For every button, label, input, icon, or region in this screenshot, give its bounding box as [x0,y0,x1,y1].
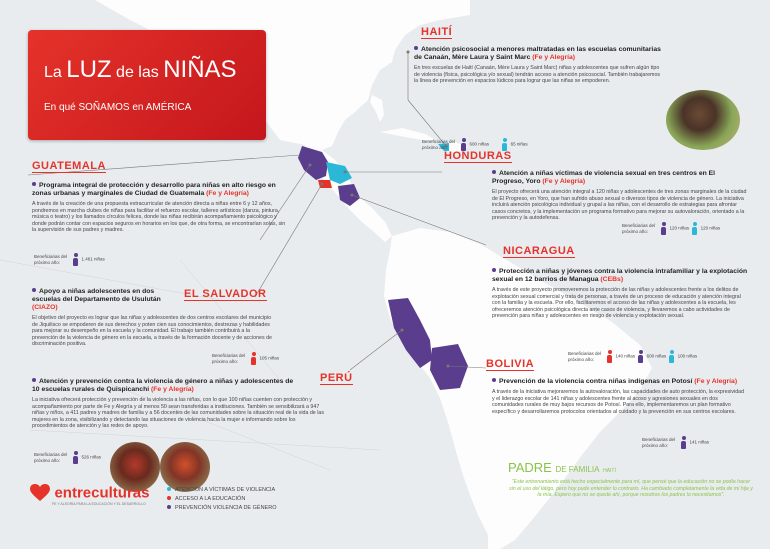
nicaragua-body: A través de este proyecto promoveremos la protección de las niñas y adolescentes frente a los delitos de explotación sexual comercial y trata de personas, a través de un proceso de educación y atención integral con la familia y la escuela. Por ello, facilitaremos el acceso de las niñas y adolescentes a la escuela, les ofreceremos atención psicológica directa ante casos de violencia, y llevaremos a cabo actividades de prevención para niñas y adolescentes en riesgo de violencia y explotación sexual. [492,287,741,320]
hero-banner [28,30,266,140]
nicaragua-project: Protección a niñas y jóvenes contra la violencia intrafamiliar y la explotación sexual en 12 barrios de Managua (CEBs) A través de este proyecto promoveremos la protección de las niñas y adolescentes frente a los delitos de explotación sexual comercial y trata de personas, a través de un proceso de educación y atención integral con la familia y la escuela. Por ello, facilitaremos el acceso de las niñas y adolescentes a la escuela, les ofreceremos atención psicológica directa ante casos de violencia, y llevaremos a cabo actividades de prevención para niñas y adolescentes en riesgo de violencia y explotación sexual. [492,268,748,320]
padre-quote: “Este entrenamiento está hecho especialmente para mí, que pensé que la educación no se podía hacer sin el uso del látigo, pero hoy pude entender lo contrario. Ha cambiado completamente la vida de mi hija y la mía. Espero que no se quede ahí, porque nosotros los padres lo necesitamos”. [509,479,753,499]
bullet-icon [32,182,36,186]
country-title-guatemala: GUATEMALA [32,160,106,172]
hero-subtitle: En qué SOÑAMOS en AMÉRICA [44,102,192,113]
guatemala-body: A través de la creación de una propuesta extracurricular de atención directa a niñas entre 6 y 12 años, pondremos en marcha clubes de niñas para facilitar el refuerzo escolar, talleres artísticos (danza, pintura, música o teatro) y los llamados círculos felices, donde las niñas recibirán acompañamiento psicológico y donde podrán contar con espacios seguros en horarios en los que, de otra forma, se encontrarían solas, sin la supervisión de sus padres y madres. [32,201,286,234]
honduras-beneficiaries: Beneficiarias del próximo año: 120 niñas 120 niñas [622,223,721,234]
legend [167,486,276,513]
girl-figure-icon [661,222,666,235]
elsalvador-body: El objetivo del proyecto es lograr que las niñas y adolescentes de dos centros escolares del municipio de Jiquilisco se empoderen de sus derechos y poten cien sus conocimientos, destrezas y habilidades para mejorar su desempeño en la escuela y la comunidad. El trabajo también contribuirá a la prevención de la violencia de género en la escuela, a través de la formación docente y de acciones de discriminación positiva. [32,315,272,348]
entreculturas-logo [30,484,150,506]
guatemala-beneficiaries: Beneficiarias del próximo año: 1.461 niñas [34,254,105,265]
country-title-honduras: HONDURAS [444,150,512,162]
legend-item-2: ACCESO A LA EDUCACIÓN [167,495,276,504]
country-title-elsalvador: EL SALVADOR [184,288,267,300]
elsalvador-beneficiaries: Beneficiarias del próximo año: 105 niñas [212,353,280,364]
haiti-photo [666,90,740,150]
haiti-project: Atención psicosocial a menores maltratadas en las escuelas comunitarias de Canaán, Mère Laura y Saint Marc (Fe y Alegría) En tres escuelas de Haití (Canaán, Mère Laura y Saint Marc) niñas y adolescentes que sufren algún tipo de violencia (física, psicológica y/o sexual) tendrán acceso a atención psicosocial. También trabajaremos la línea de prevención en espacios lúdicos para lograr que las niñas se empoderen. [414,46,664,85]
bullet-icon [414,46,418,50]
girl-figure-icon [73,451,78,464]
legend-item-1: ATENCIÓN A VÍCTIMAS DE VIOLENCIA [167,486,276,495]
haiti-beneficiaries: Beneficiarias del próximo año: 600 niñas 65 niñas [422,139,528,150]
bullet-icon [492,268,496,272]
nicaragua-beneficiaries: Beneficiarias del próximo año: 140 niñas 600 niñas 100 niñas [568,351,698,362]
peru-photo-2 [160,442,210,492]
girl-figure-icon [681,436,686,449]
peru-beneficiaries: Beneficiarias del próximo año: 526 niñas [34,452,102,463]
brand-tagline: FE Y ALEGRÍA PARA LA EDUCACIÓN Y EL DESARROLLO [52,502,146,507]
bullet-icon [492,170,496,174]
country-title-nicaragua: NICARAGUA [503,245,575,257]
country-title-haiti: HAITÍ [421,26,453,38]
bolivia-project: Prevención de la violencia contra niñas indígenas en Potosí (Fe y Alegría) A través de la iniciativa mejoraremos la autovaloración, las capacidades de auto protección, la expresividad y el liderazgo escolar de 141 niñas y adolescentes frente al acoso y agresiones sexuales en dos comunidades rurales de muy bajos recursos de Potosí. Para ello, implementaremos un plan formativo específico y desarrollaremos protocolos orientados al cuidado y la prevención en sus centros escolares. [492,378,748,415]
haiti-body: En tres escuelas de Haití (Canaán, Mère Laura y Saint Marc) niñas y adolescentes que sufren algún tipo de violencia (física, psicológica y/o sexual) tendrán acceso a atención psicosocial. También trabajaremos la línea de prevención en espacios lúdicos para lograr que las niñas se empoderen. [414,65,661,85]
bullet-icon [32,288,36,292]
honduras-body: El proyecto ofrecerá una atención integral a 120 niñas y adolescentes de tres zonas marginales de la ciudad de El Progreso, en Yoro, que han sufrido abuso sexual o diversos tipos de violencia de género. La iniciativa incluirá atención psicológica individual y grupal a las niñas, con el desarrollo de estrategias para afrontar casos concretos, y la implementación un programa formativo para mejorar su autovaloración, orientado a la prevención y la autodefensa. [492,189,747,222]
honduras-project: Atención a niñas víctimas de violencia sexual en tres centros en El Progreso, Yoro (Fe y Alegría) El proyecto ofrecerá una atención integral a 120 niñas y adolescentes de tres zonas marginales de la ciudad de El Progreso, en Yoro, que han sufrido abuso sexual o diversos tipos de violencia de género. La iniciativa incluirá atención psicológica individual y grupal a las niñas, con el desarrollo de estrategias para afrontar casos concretos, y la implementación un programa formativo para mejorar su autovaloración, orientado a la prevención y la autodefensa. [492,170,747,222]
bullet-icon [492,378,496,382]
bullet-icon [32,378,36,382]
elsalvador-project: Apoyo a niñas adolescentes en dos escuelas del Departamento de Usulután (CIAZO) El objetivo del proyecto es lograr que las niñas y adolescentes de dos centros escolares del municipio de Jiquilisco se empoderen de sus derechos y poten cien sus conocimientos, destrezas y habilidades para mejorar su desempeño en la escuela y la comunidad. El trabajo también contribuirá a la prevención de la violencia de género en la escuela, a través de la formación docente y de acciones de discriminación positiva. [32,288,272,348]
heart-logo-icon [30,484,50,502]
country-title-bolivia: BOLIVIA [486,358,535,370]
girl-figure-icon [692,222,697,235]
peru-body: La iniciativa ofrecerá protección y prevención de la violencia a las niñas, con lo que 100 niñas cuenten con protección y acompañamiento por parte de Fe y Alegría y al menos 50 sean transferidas a instituciones. También se sensibilizará a 947 niñas y niños, a 411 padres y madres de familia y a 56 docentes de las comunidades sobre la situación real de la vida de las mujeres en la zona, visibilizando y detectando las situaciones de violencia hacia la mujer e informando sobre los procedimientos de atención y las redes de apoyo. [32,397,324,430]
girl-figure-icon [607,350,612,363]
padre-title: PADRE DE FAMILIA HAITÍ [508,460,616,475]
girl-figure-icon [669,350,674,363]
legend-item-3: PREVENCIÓN VIOLENCIA DE GÉNERO [167,504,276,513]
legend-dot-icon [167,496,171,500]
legend-dot-icon [167,487,171,491]
brand-name: entreculturas [54,484,150,502]
girl-figure-icon [638,350,643,363]
bolivia-beneficiaries: Beneficiarias del próximo año: 141 niñas [642,437,710,448]
girl-figure-icon [73,253,78,266]
bolivia-body: A través de la iniciativa mejoraremos la autovaloración, las capacidades de auto protección, la expresividad y el liderazgo escolar de 141 niñas y adolescentes frente al acoso y agresiones sexuales en dos comunidades rurales de muy bajos recursos de Potosí. Para ello, implementaremos un plan formativo específico y desarrollaremos protocolos orientados al cuidado y la prevención en sus centros escolares. [492,389,745,415]
country-title-peru: PERÚ [320,372,353,384]
peru-project: Atención y prevención contra la violencia de género a niñas y adolescentes de 10 escuelas rurales de Quispicanchi (Fe y Alegría) La iniciativa ofrecerá protección y prevención de la violencia a las niñas, con lo que 100 niñas cuenten con protección y acompañamiento por parte de Fe y Alegría y al menos 50 sean transferidas a instituciones. También se sensibilizará a 947 niñas y niños, a 411 padres y madres de familia y a 56 docentes de las comunidades sobre la situación real de la vida de las mujeres en la zona, visibilizando y detectando las situaciones de violencia hacia la mujer e informando sobre los procedimientos de atención y las redes de apoyo. [32,378,332,430]
girl-figure-icon [251,352,256,365]
hero-title: La LUZ de las NIÑAS [44,56,237,83]
legend-dot-icon [167,505,171,509]
guatemala-project: Programa integral de protección y desarrollo para niñas en alto riesgo en zonas urbanas y marginales de Ciudad de Guatemala (Fe y Alegría) A través de la creación de una propuesta extracurricular de atención directa a niñas entre 6 y 12 años, pondremos en marcha clubes de niñas para facilitar el refuerzo escolar, talleres artísticos (danza, pintura, música o teatro) y los llamados círculos felices, donde las niñas recibirán acompañamiento psicológico y donde podrán contar con espacios seguros en horarios en los que, de otra forma, se encontrarían solas, sin la supervisión de sus padres y madres. [32,182,286,234]
